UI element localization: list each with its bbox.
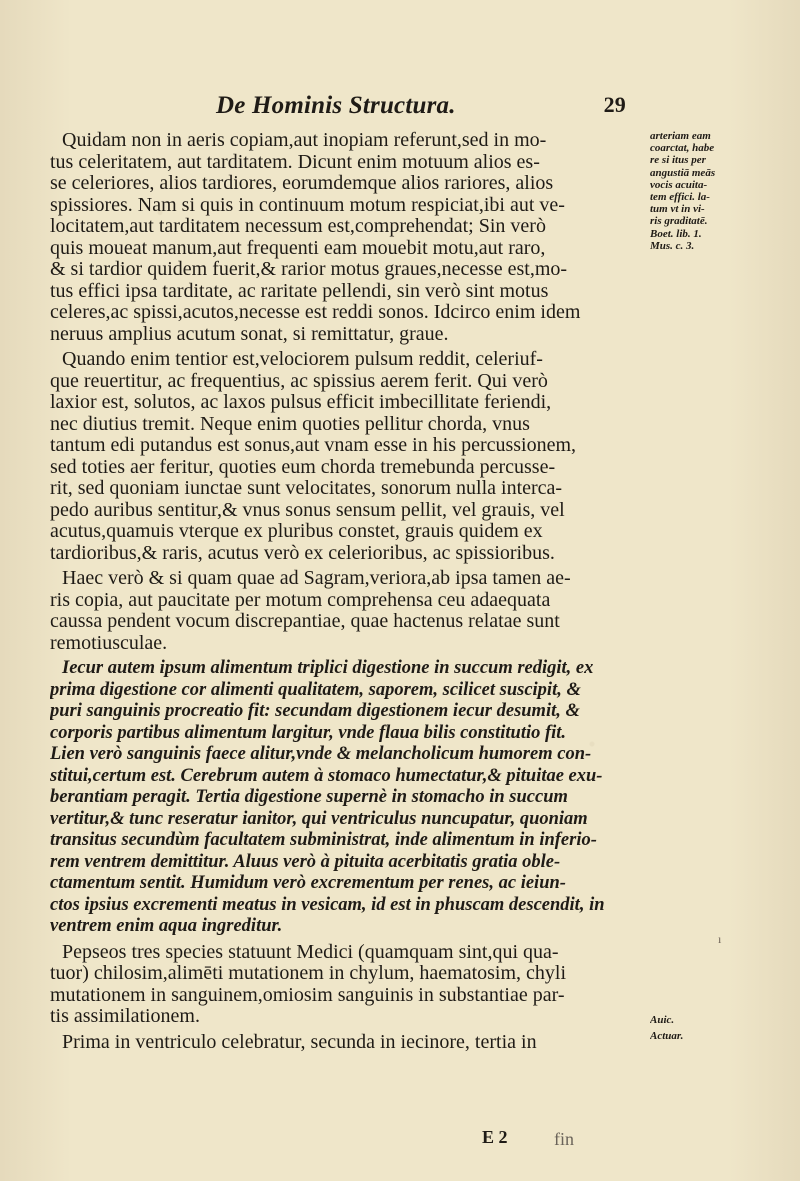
catchword-fragment: fin: [554, 1129, 574, 1149]
margin-note-line: Boet. lib. 1.: [650, 227, 702, 240]
stray-mark: ı: [718, 932, 722, 946]
text-line: acutus,quamuis vterque ex pluribus constet, grauis quidem ex: [50, 521, 543, 542]
margin-notes-upper: [650, 130, 728, 252]
margin-note-line: Actuar.: [650, 1030, 684, 1042]
text-line: tis assimilationem.: [50, 1006, 200, 1027]
italic-text-line: puri sanguinis procreatio fit: secundam digestionem iecur desumit, &: [50, 701, 580, 721]
page-header: [216, 92, 636, 126]
text-line: quis moueat manum,aut frequenti eam mouebit motu,aut raro,: [50, 237, 546, 259]
text-line: spissiores. Nam si quis in continuum motum respiciat,ibi aut ve-: [50, 194, 565, 216]
italic-text-line: ctos ipsius excrementi meatus in vesicam, id est in phuscam descendit, in: [50, 894, 605, 915]
margin-note-line: arteriam eam: [650, 130, 711, 142]
main-text: [50, 130, 642, 1130]
text-line: Quando enim tentior est,velociorem pulsum reddit, celeriuf-: [62, 349, 543, 370]
text-line: tus celeritatem, aut tarditatem. Dicunt enim motuum alios es-: [50, 151, 540, 173]
italic-text-line: Iecur autem ipsum alimentum triplici digestione in succum redigit, ex: [62, 658, 594, 678]
text-line: & si tardior quidem fuerit,& rarior motus graues,necesse est,mo-: [50, 259, 568, 280]
text-line: nec diutius tremit. Neque enim quoties pellitur chorda, vnus: [50, 413, 530, 435]
italic-text-line: transitus secundùm facultatem subministrat, inde alimentum in inferio-: [50, 830, 597, 850]
italic-text-line: corporis partibus alimentum largitur, vnde flaua bilis constitutio fit.: [50, 722, 567, 743]
margin-note-line: Mus. c. 3.: [650, 239, 695, 252]
italic-text-line: ctamentum sentit. Humidum verò excrementum per renes, ac ieiun-: [50, 873, 566, 893]
text-line: Quidam non in aeris copiam,aut inopiam referunt,sed in mo-: [62, 130, 547, 151]
margin-note-line: tem effici. la-: [650, 191, 710, 204]
text-line: pedo auribus sentitur,& vnus sonus sensum pellit, vel grauis, vel: [50, 499, 565, 521]
running-title: De Hominis Structura.: [216, 92, 456, 119]
text-line: remotiusculae.: [50, 632, 168, 654]
italic-text-line: stitui,certum est. Cerebrum autem à stomaco humectatur,& pituitae exu-: [50, 765, 603, 786]
margin-note-line: re si itus per: [650, 154, 706, 167]
text-line: rit, sed quoniam iunctae sunt velocitates, sonorum nulla interca-: [50, 478, 563, 499]
text-line: tardioribus,& raris, acutus verò ex celerioribus, ac spissioribus.: [50, 542, 555, 564]
margin-note-line: tum vt in vi-: [650, 203, 705, 216]
margin-note-line: coarctat, habe: [650, 142, 715, 155]
text-line: mutationem in sanguinem,omiosim sanguinis in substantiae par-: [50, 984, 565, 1006]
text-line: se celeriores, alios tardiores, eorumdemque alios rariores, alios: [50, 173, 554, 194]
italic-text-line: Lien verò sanguinis faece alitur,vnde & melancholicum humorem con-: [50, 744, 592, 764]
margin-note-line: vocis acuita-: [650, 178, 708, 191]
text-line: sed toties aer feritur, quoties eum chorda tremebunda percusse-: [50, 456, 556, 478]
page-footer: [482, 1127, 622, 1157]
text-line: tus effici ipsa tarditate, ac raritate pellendi, sin verò sint motus: [50, 280, 549, 302]
text-line: Prima in ventriculo celebratur, secunda in iecinore, tertia in: [62, 1031, 537, 1053]
italic-text-line: vertitur,& tunc reseratur ianitor, qui ventriculus nuncupatur, quoniam: [50, 808, 588, 829]
text-line: Pepseos tres species statuunt Medici (quamquam sint,qui qua-: [62, 941, 559, 963]
text-line: ris copia, aut paucitate per motum comprehensa ceu adaequata: [50, 589, 551, 611]
margin-notes-lower: [650, 1012, 728, 1044]
signature-mark: E 2: [482, 1127, 508, 1147]
page-number: 29: [603, 92, 626, 117]
margin-note-line: ris graditatē.: [650, 215, 708, 228]
text-line: locitatem,aut tarditatem necessum est,comprehendat; Sin verò: [50, 216, 546, 237]
italic-text-line: rem ventrem demittitur. Aluus verò à pituita acerbitatis gratia oble-: [50, 851, 561, 872]
margin-note-line: Auic.: [650, 1014, 675, 1026]
text-line: celeres,ac spissi,acutos,necesse est reddi sonos. Idcirco enim idem: [50, 302, 581, 323]
text-line: neruus amplius acutum sonat, si remittatur, graue.: [50, 323, 449, 345]
text-line: tuor) chilosim,alimēti mutationem in chylum, haematosim, chyli: [50, 963, 567, 984]
text-line: caussa pendent vocum discrepantiae, quae hactenus relatae sunt: [50, 611, 560, 632]
italic-text-line: berantiam peragit. Tertia digestione supernè in stomacho in succum: [50, 787, 568, 807]
text-line: laxior est, solutos, ac laxos pulsus efficit imbecillitate feriendi,: [50, 392, 552, 413]
text-line: Haec verò & si quam quae ad Sagram,veriora,ab ipsa tamen ae-: [62, 568, 571, 589]
text-line: tantum edi putandus est sonus,aut vnam esse in his percussionem,: [50, 435, 577, 456]
italic-text-line: ventrem enim aqua ingreditur.: [50, 916, 283, 936]
margin-note-line: angustiā meās: [650, 166, 716, 179]
italic-text-line: prima digestione cor alimenti qualitatem, saporem, scilicet suscipit, &: [50, 679, 581, 700]
text-line: que reuertitur, ac frequentius, ac spissius aerem ferit. Qui verò: [50, 370, 548, 392]
